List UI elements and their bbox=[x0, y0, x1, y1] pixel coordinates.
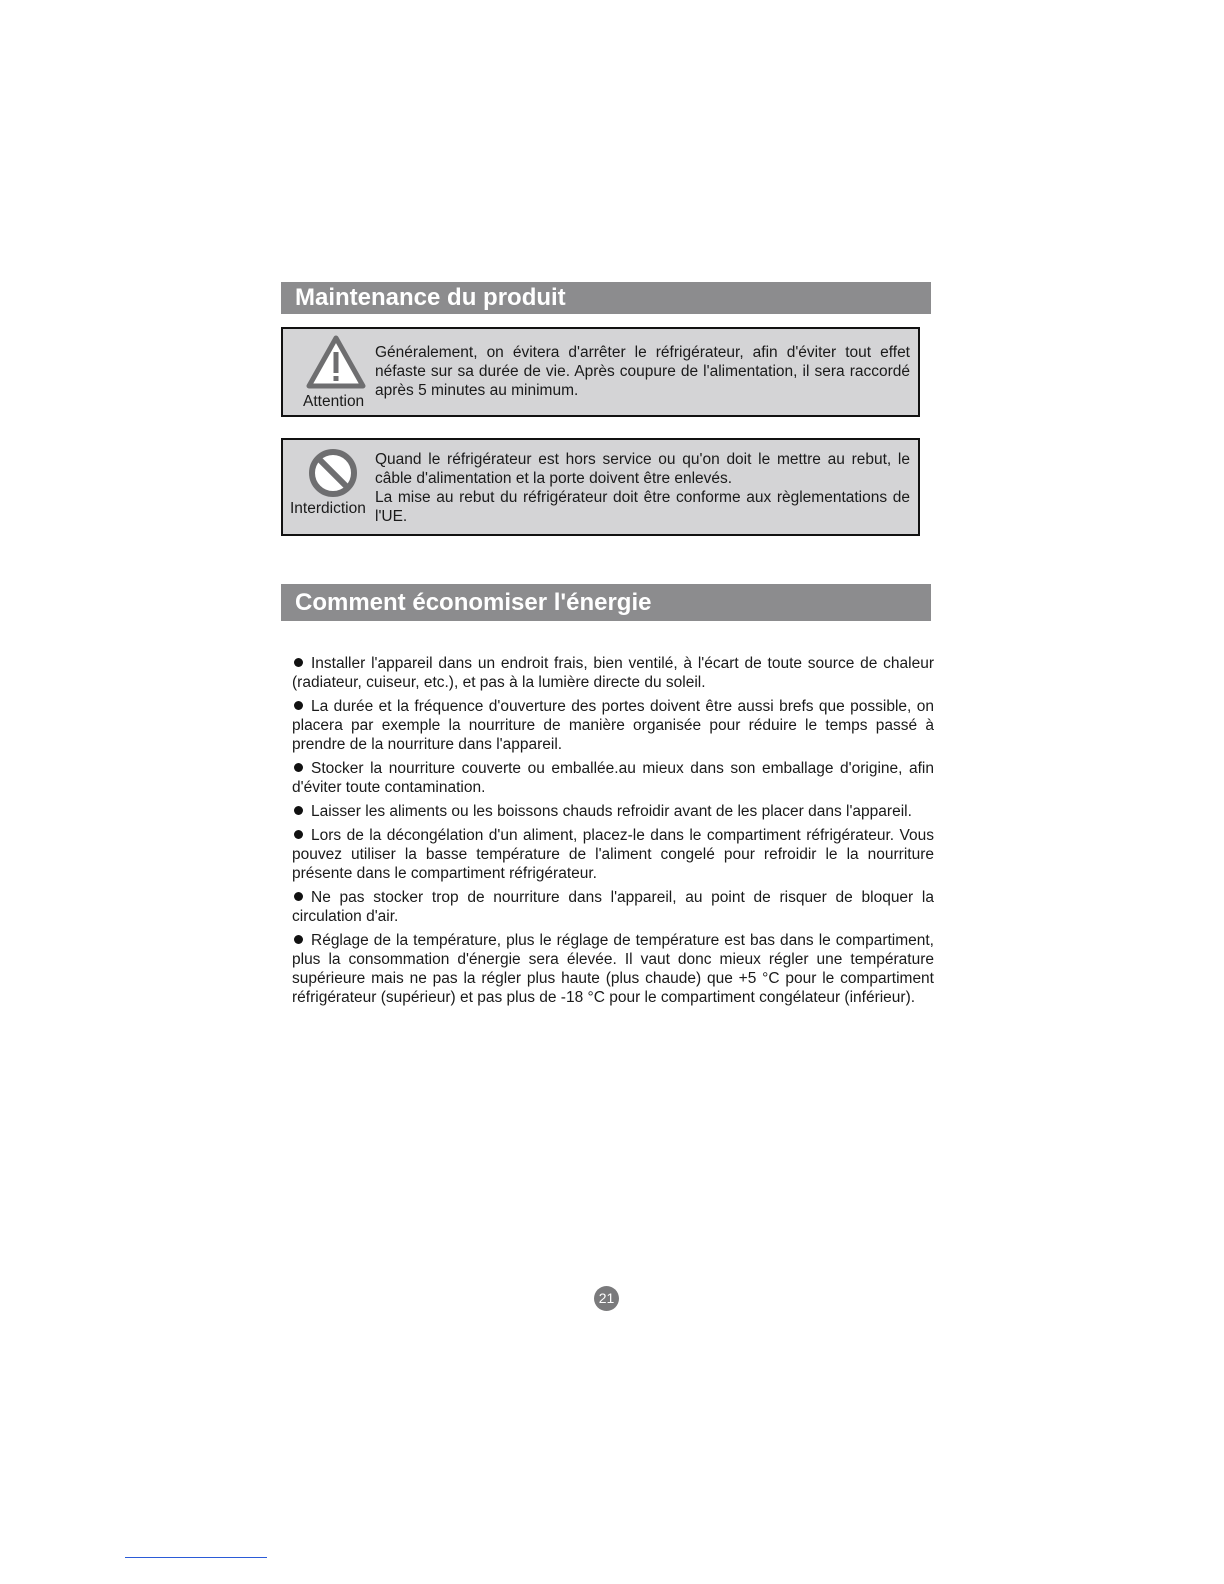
footer-divider bbox=[125, 1557, 267, 1558]
tip-text: Laisser les aliments ou les boissons chauds refroidir avant de les placer dans l'appareil. bbox=[311, 803, 912, 820]
bullet-icon bbox=[294, 892, 303, 901]
bullet-icon bbox=[294, 658, 303, 667]
interdiction-label: Interdiction bbox=[290, 500, 366, 517]
attention-paragraph: Généralement, on évitera d'arrêter le réfrigérateur, afin d'éviter tout effet néfaste sur sa durée de vie. Après coupure de l'alimentation, il sera raccordé après 5 minutes au minimum. bbox=[375, 344, 910, 399]
list-item bbox=[292, 654, 934, 692]
section-title-maintenance: Maintenance du produit bbox=[281, 282, 931, 314]
list-item bbox=[292, 888, 934, 926]
interdiction-paragraph-2: La mise au rebut du réfrigérateur doit être conforme aux règlementations de l'UE. bbox=[375, 489, 910, 525]
bullet-icon bbox=[294, 806, 303, 815]
warning-triangle-icon bbox=[305, 335, 367, 389]
page-number-badge: 21 bbox=[594, 1286, 619, 1311]
list-item bbox=[292, 697, 934, 754]
bullet-icon bbox=[294, 701, 303, 710]
tip-text: Stocker la nourriture couverte ou emballée.au mieux dans son emballage d'origine, afin d'éviter toute contamination. bbox=[292, 760, 934, 796]
attention-label: Attention bbox=[303, 393, 365, 410]
list-item bbox=[292, 802, 934, 821]
interdiction-notice bbox=[281, 438, 920, 536]
interdiction-text bbox=[375, 450, 910, 526]
energy-tips-list bbox=[292, 654, 934, 1012]
list-item bbox=[292, 826, 934, 883]
tip-text: Lors de la décongélation d'un aliment, placez-le dans le compartiment réfrigérateur. Vous pouvez utiliser la basse température de l'aliment congelé pour refroidir le la nourriture présente dans le compartiment réfrigérateur. bbox=[292, 827, 934, 882]
attention-notice bbox=[281, 327, 920, 417]
tip-text: Réglage de la température, plus le réglage de température est bas dans le compartiment, plus la consommation d'énergie sera élevée. Il vaut donc mieux régler une température supérieure mais ne pas la régler plus haute (plus chaude) que +5 °C pour le compartiment réfrigérateur (supérieur) et pas plus de -18 °C pour le compartiment congélateur (inférieur). bbox=[292, 932, 934, 1006]
attention-text bbox=[375, 343, 910, 400]
list-item bbox=[292, 931, 934, 1007]
list-item bbox=[292, 759, 934, 797]
tip-text: La durée et la fréquence d'ouverture des portes doivent être aussi brefs que possible, on placera par exemple la nourriture de manière organisée pour réduire le temps passé à prendre de la nourriture dans l'appareil. bbox=[292, 698, 934, 753]
bullet-icon bbox=[294, 763, 303, 772]
prohibition-icon bbox=[307, 447, 359, 499]
interdiction-paragraph-1: Quand le réfrigérateur est hors service ou qu'on doit le mettre au rebut, le câble d'alimentation et la porte doivent être enlevés. bbox=[375, 451, 910, 487]
tip-text: Installer l'appareil dans un endroit frais, bien ventilé, à l'écart de toute source de chaleur (radiateur, cuiseur, etc.), et pas à la lumière directe du soleil. bbox=[292, 655, 934, 691]
section-title-energy: Comment économiser l'énergie bbox=[281, 584, 931, 621]
bullet-icon bbox=[294, 935, 303, 944]
bullet-icon bbox=[294, 830, 303, 839]
tip-text: Ne pas stocker trop de nourriture dans l'appareil, au point de risquer de bloquer la circulation d'air. bbox=[292, 889, 934, 925]
